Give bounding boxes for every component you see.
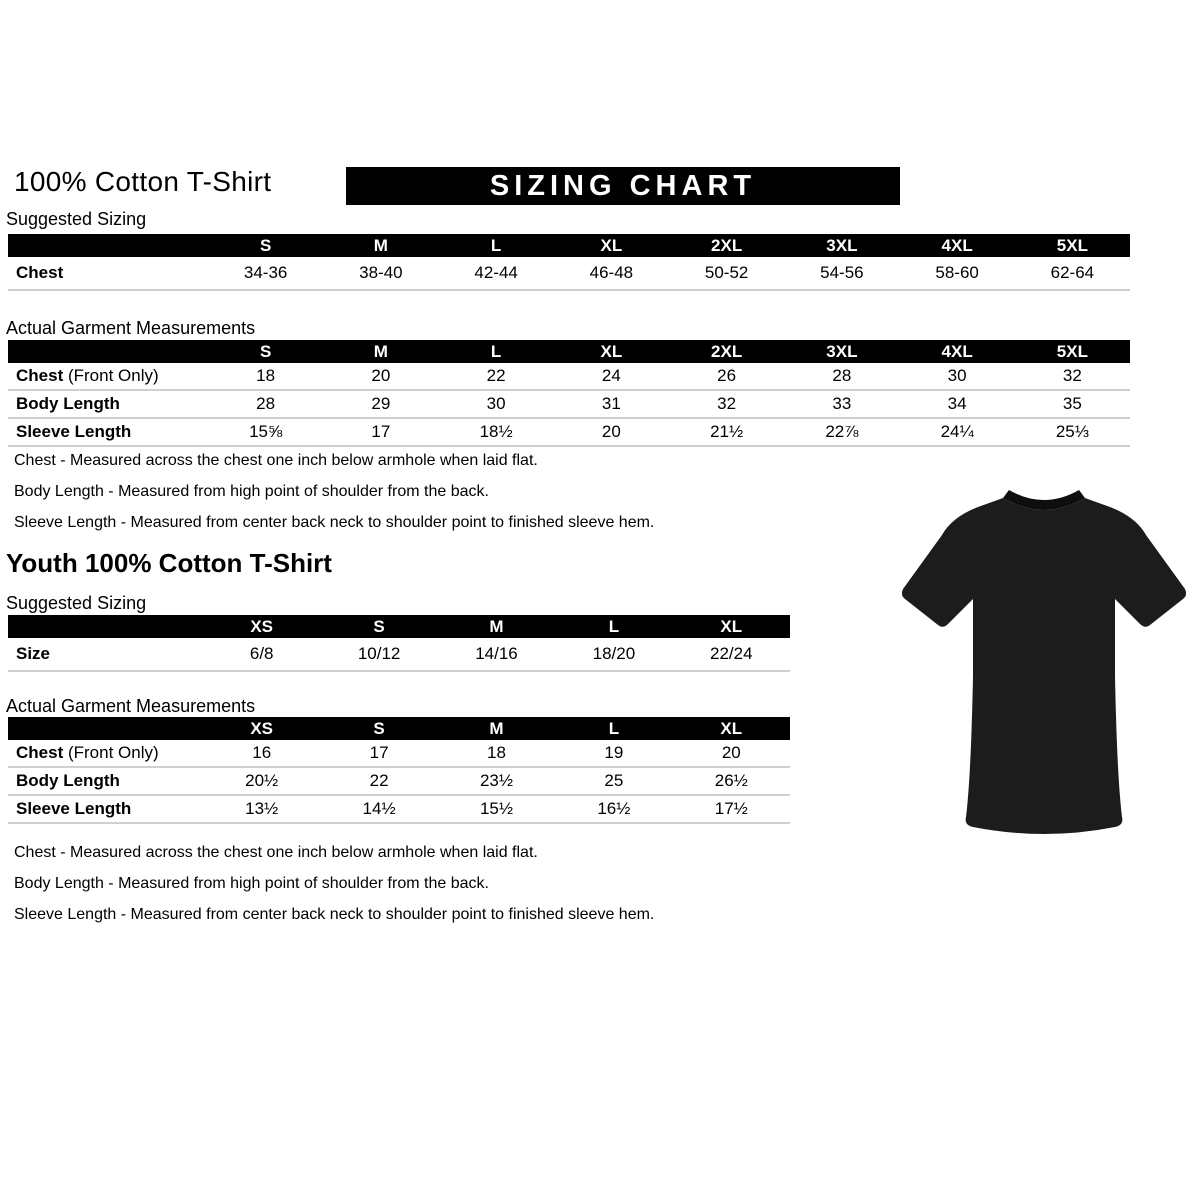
youth-notes [14,844,834,937]
column-header-m: M [373,235,388,255]
row-label [8,422,208,442]
adult-notes [14,452,834,545]
sizing-chart-banner-text: SIZING CHART [489,169,757,202]
value-cell: 16½ [597,799,631,818]
row-label [8,799,203,819]
column-header-xs: XS [250,616,274,636]
row-label-text: Body Length [16,394,120,413]
row-label [8,771,203,791]
table-row [8,768,790,796]
value-cell: 38-40 [359,263,403,282]
table-row [8,363,1130,391]
note-chest: Chest - Measured across the chest one inch below armhole when laid flat. [14,844,538,861]
note-body-length: Body Length - Measured from high point of shoulder from the back. [14,483,489,500]
adult-actual-measurements-label: Actual Garment Measurements [6,318,256,338]
youth-suggested-sizing-label: Suggested Sizing [6,593,147,613]
value-cell: 33 [832,394,852,413]
value-cell: 17½ [714,799,748,818]
value-cell: 30 [947,366,967,385]
value-cell: 14½ [362,799,396,818]
value-cell: 24 [601,366,621,385]
row-label [8,394,208,414]
column-header-l: L [490,235,502,255]
row-label-text: Size [16,644,51,663]
tshirt-image [898,476,1190,838]
youth-actual-measurements-label: Actual Garment Measurements [6,696,256,716]
column-header-s: S [259,235,272,255]
value-cell: 15⅝ [249,422,283,441]
table-header-row [8,717,790,740]
value-cell: 18½ [479,422,513,441]
column-header-4xl: 4XL [941,341,973,361]
note-sleeve-length: Sleeve Length - Measured from center back neck to shoulder point to finished sleeve hem. [14,514,655,531]
adult-suggested-sizing-table [8,234,1130,291]
youth-actual-measurements-table [8,717,790,824]
column-header-5xl: 5XL [1056,341,1088,361]
value-cell: 31 [601,394,621,413]
value-cell: 21½ [710,422,744,441]
value-cell: 15½ [479,799,514,818]
value-cell: 22/24 [710,644,753,663]
value-cell: 30 [486,394,506,413]
note-body-length: Body Length - Measured from high point of shoulder from the back. [14,875,489,892]
table-row [8,740,790,768]
column-header-s: S [373,616,385,636]
value-cell: 13½ [245,799,279,818]
value-cell: 29 [371,394,391,413]
page-title: 100% Cotton T-Shirt [14,166,272,197]
value-cell: 25⅓ [1055,422,1089,441]
note-sleeve-length: Sleeve Length - Measured from center back neck to shoulder point to finished sleeve hem. [14,906,655,923]
row-label-text: Chest [16,263,64,282]
value-cell: 34 [947,394,967,413]
adult-suggested-sizing-label: Suggested Sizing [6,209,147,229]
table-header-row [8,615,790,638]
column-header-2xl: 2XL [711,235,743,255]
value-cell: 46-48 [589,263,634,282]
value-cell: 28 [256,394,276,413]
value-cell: 20 [601,422,621,441]
value-cell: 50-52 [704,263,749,282]
row-label [8,743,203,763]
value-cell: 32 [717,394,737,413]
value-cell: 20½ [245,771,279,790]
row-label [8,366,208,386]
youth-section-title: Youth 100% Cotton T-Shirt [6,548,332,578]
sizing-chart-banner [346,167,900,205]
table-row [8,391,1130,419]
column-header-2xl: 2XL [711,341,743,361]
value-cell: 19 [604,743,624,762]
value-cell: 62-64 [1050,263,1095,282]
value-cell: 20 [371,366,391,385]
column-header-l: L [490,341,502,361]
column-header-s: S [373,718,385,738]
table-row [8,419,1130,447]
value-cell: 35 [1062,394,1082,413]
tshirt-body-shape [902,498,1186,834]
column-header-l: L [608,616,620,636]
column-header-m: M [489,718,504,738]
value-cell: 42-44 [474,263,518,282]
value-cell: 23½ [479,771,514,790]
value-cell: 34-36 [243,263,288,282]
column-header-3xl: 3XL [826,235,858,255]
value-cell: 25 [604,771,624,790]
column-header-m: M [373,341,388,361]
row-label-text: Sleeve Length [16,422,132,441]
value-cell: 18 [487,743,506,762]
value-cell: 22⅞ [825,422,859,441]
row-label-text: Body Length [16,771,120,790]
value-cell: 16 [252,743,272,762]
value-cell: 18/20 [592,644,636,663]
row-label-text: Chest [16,743,64,762]
adult-actual-measurements-table [8,340,1130,447]
row-label-suffix: (Front Only) [63,743,159,762]
value-cell: 17 [371,422,391,441]
column-header-xl: XL [600,341,623,361]
value-cell: 17 [369,743,389,762]
table-header-row [8,340,1130,363]
note-chest: Chest - Measured across the chest one inch below armhole when laid flat. [14,452,538,469]
value-cell: 22 [369,771,389,790]
value-cell: 58-60 [935,263,979,282]
row-label [8,263,208,283]
row-label-text: Chest [16,366,64,385]
value-cell: 22 [486,366,506,385]
value-cell: 14/16 [475,644,518,663]
column-header-m: M [489,616,504,636]
table-header-row [8,234,1130,257]
value-cell: 18 [256,366,276,385]
column-header-l: L [608,718,620,738]
table-row [8,257,1130,291]
value-cell: 28 [832,366,852,385]
column-header-4xl: 4XL [941,235,973,255]
value-cell: 24¼ [940,422,974,441]
row-label-suffix: (Front Only) [63,366,159,385]
value-cell: 20 [721,743,741,762]
youth-suggested-sizing-table [8,615,790,672]
value-cell: 26 [717,366,737,385]
table-row [8,638,790,672]
table-row [8,796,790,824]
column-header-s: S [259,341,272,361]
row-label-text: Sleeve Length [16,799,132,818]
row-label [8,644,203,664]
column-header-xs: XS [250,718,274,738]
column-header-xl: XL [720,616,743,636]
value-cell: 54-56 [820,263,864,282]
column-header-xl: XL [720,718,743,738]
column-header-xl: XL [600,235,623,255]
column-header-5xl: 5XL [1056,235,1088,255]
value-cell: 32 [1062,366,1082,385]
value-cell: 10/12 [357,644,401,663]
value-cell: 6/8 [249,644,274,663]
column-header-3xl: 3XL [826,341,858,361]
value-cell: 26½ [714,771,748,790]
